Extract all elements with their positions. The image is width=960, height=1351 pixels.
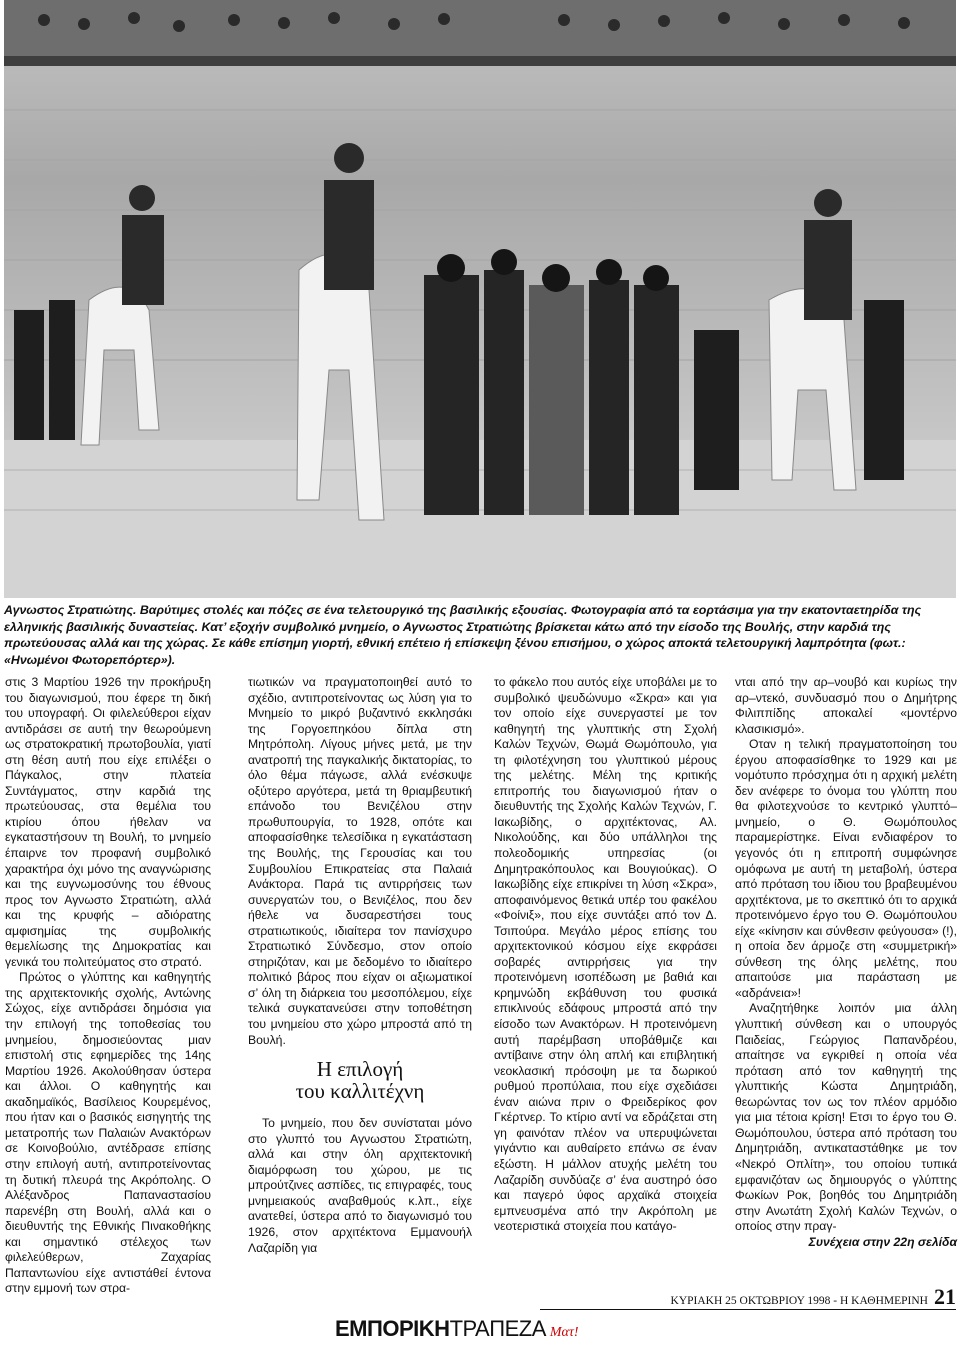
subheading-line-2: του καλλιτέχνη <box>295 1079 425 1104</box>
dateline: ΚΥΡΙΑΚΗ 25 ΟΚΤΩΒΡΙΟΥ 1998 - Η ΚΑΘΗΜΕΡΙΝΗ <box>670 1295 928 1307</box>
article-column-4 <box>735 675 957 1250</box>
photo-caption <box>4 602 956 668</box>
photo-illustration <box>4 0 956 598</box>
paragraph: στις 3 Μαρτίου 1926 την προκήρυξη του διαγωνισμού, που έφερε τη δική του υπογραφή. Οι φιλελεύθεροι είχαν αντιδράσει σε αυτή την θεωρούμενη ως στρατοκρατική πρωτοβουλία, γιατί στη θέση αυτή που είχε επιλέξει ο Πάγκαλος, στην πλατεία Συντάγματος, στην καρδιά της πρωτεύουσας, στα θεμέλια του κτιρίου όπου ήθελαν να εγκαταστήσουν τη Βουλή, το μνημείο έπαιρνε τον προφανή συμβολικό χαρακτήρα όχι μόνο της αναγνώρισης και της ευγνωμοσύνης του έθνους προς τον Αγνωστο Στρατιώτη, αλλά και της κρυφής – αδιόρατης αμφισημίας της συμβολικής θεμελίωσης της Δημοκρατίας και γενικά του πολιτεύματος στο στρατό. <box>5 675 211 969</box>
continued-notice: Συνέχεια στην 22η σελίδα <box>808 1234 957 1249</box>
paragraph: νται από την αρ–νουβό και κυρίως την αρ–ντεκό, συνδυασμό που ο Δημήτρης Φιλιππίδης αποκαλεί «μοντέρνο κλασικισμό». <box>735 675 957 736</box>
article-column-3 <box>494 675 717 1235</box>
paragraph: τιωτικών να πραγματοποιηθεί αυτό το σχέδιο, αντιπροτείνοντας ως λύση για το Μνημείο το μικρό βυζαντινό εκκλησάκι της Γοργοεπηκόου δίπλα στη Μητρόπολη. Λίγους μήνες μετά, με την ανατροπή της παγκαλικής δικτατορίας, το όλο θέμα πάγωσε, αλλά ενέσκυψε οξύτερο αργότερα, μετά τη θριαμβευτική επάνοδο του Βενιζέλου στην πρωθυπουργία, το 1928, οπότε και αποφασίσθηκε τελεσίδικα η εγκατάσταση της Βουλής, της Γερουσίας και του Συμβουλίου Επικρατείας στα Παλαιά Ανάκτορα. Παρά τις αντιρρήσεις των συνεργατών του, ο Βενιζέλος, που δεν ήθελε να δυσαρεστήσει τους στρατιωτικούς, ιδιαίτερα τον πανίσχυρο Στρατιωτικό Σύνδεσμο, στον οποίο στηριζόταν, και με δεδομένο το ιδιαίτερο πολιτικό βάρος που είχαν οι αξιωματικοί σ’ όλη τη διάρκεια του μεσοπόλεμου, είχε τελικά συγκατανεύσει στην τοποθέτηση του μνημείου στο χώρο μπροστά από τη Βουλή. <box>248 675 472 1047</box>
paragraph: Οταν η τελική πραγματοποίηση του έργου αποφασίσθηκε το 1929 και με νομότυπο πρόσχημα ότι η αρχική μελέτη δεν ανέφερε το όνομα του γλύπτη που θα φιλοτεχνούσε το κεντρικό γλυπτό–μνημείο, ο Θ. Θωμόπουλος παραμερίστηκε. Είναι ενδιαφέρον το γεγονός ότι η επιτροπή συμφώνησε ομόφωνα με αυτή τη μεταβολή, ύστερα από πρόταση του ίδιου του βραβευμένου αρχιτέκτονα, με το σκεπτικό ότι το αρχικά προτεινόμενο έργο του Θ. Θωμόπουλου είχε «κίνησιν και σύνθεσιν φεύγουσα» (!), η οποία δεν άρμοζε στη «συμμετρική» σύνθεση της όλης μελέτης, που απαιτούσε μια παράσταση με «αδράνεια»! <box>735 737 957 1000</box>
ceremony-photograph <box>4 0 956 598</box>
sponsor-logo-part3: Ματ! <box>549 1325 579 1340</box>
paragraph: Πρώτος ο γλύπτης και καθηγητής της αρχιτεκτονικής σχολής, Αντώνης Σώχος, είχε αντιδράσει δημόσια για την επιλογή της τοποθεσίας του μνημείου, δημοσιεύοντας μιαν επιστολή στις εφημερίδες της 14ης Μαρτίου 1926. Ακολούθησαν ύστερα και άλλοι. Ο καθηγητής και ακαδημαϊκός, Βασίλειος Κουρεμένος, που ήταν και ο βασικός εισηγητής της μετατροπής των Παλαιών Ανακτόρων σε Κοινοβούλιο, αντέδρασε επίσης στην επιλογή αυτή, αντιπροτείνοντας τη δυτική πλευρά της Ακρόπολης. Ο Αλέξανδρος Παπαναστασίου παρενέβη στη Βουλή, αλλά και ο διευθυντής της Εθνικής Πινακοθήκης και σημαντικό στέλεχος των φιλελεύθερων, Ζαχαρίας Παπαντωνίου είχε αντιστάθεί έντονα στην εμμονή των στρα- <box>5 970 211 1296</box>
paragraph: Το μνημείο, που δεν συνίσταται μόνο στο γλυπτό του Αγνωστου Στρατιώτη, αλλά και στην όλη αρχιτεκτονική διαμόρφωση του χώρου, με τις μπρούτζινες ασπίδες, τις επιγραφές, τους μνημειακούς αναβαθμούς κ.λπ., είχε ανατεθεί, ύστερα από το διαγωνισμό του 1926, στον αρχιτέκτονα Εμμανουήλ Λαζαρίδη για <box>248 1116 472 1255</box>
caption-text: Αγνωστος Στρατιώτης. Βαρύτιμες στολές και πόζες σε ένα τελετουργικό της βασιλικής εξουσίας. Φωτογραφία από τα εορτάσιμα για την εκατονταετηρίδα της ελληνικής βασιλικής δυναστείας. Κατ’ εξοχήν συμβολικό μνημείο, ο Αγνωστος Στρατιώτης βρίσκεται κάτω από την είσοδο της Βουλής, στην καρδιά της πρωτεύουσας αλλά και της χώρας. Σε κάθε επίσημη γιορτή, εθνική επέτειο ή επίσκεψη ξένου επισήμου, ο χώρος αποκτά τελετουργική λαμπρότητα (φωτ.: «Ηνωμένοι Φωτορεπόρτερ»). <box>4 603 922 667</box>
article-column-2 <box>248 675 472 1256</box>
subheading <box>248 1058 472 1102</box>
page-folio <box>671 1284 956 1310</box>
paragraph: το φάκελο που αυτός είχε υποβάλει με το συμβολικό ψευδώνυμο «Σκρα» και για τον οποίο είχε συνεργαστεί με τον καθηγητή της γλυπτικής στη Σχολή Καλών Τεχνών, Θωμά Θωμόπουλο, για τη φιλοτέχνηση του γλυπτικού μέρους της μελέτης. Μέλη της κριτικής επιτροπής του διαγωνισμού ήταν ο διευθυντής της Σχολής Καλών Τεχνών, Γ. Ιακωβίδης, ο αρχιτέκτονας, Αλ. Νικολούδης, και δύο υπάλληλοι της πολεοδομικής υπηρεσίας (οι Δημητρακόπουλος και Βουγιούκας). Ο Ιακωβίδης είχε επικρίνει τη λύση «Σκρα», αποφαινόμενος θετικά υπέρ του φακέλου «Φοίνιξ», που είχε συντάξει από τον Δ. Τσιπούρα. Μεγάλο μέρος επίσης του αρχιτεκτονικού κόσμου είχε εκφράσει σοβαρές αντιρρήσεις για την προτεινόμενη ισοπέδωση με βαθιά και κρημνώδη εκβάθυνση του φυσικά επικλινούς εδάφους μπροστά από την είσοδο των Ανακτόρων. Η προτεινόμενη αυτή παρέμβαση υποβάθμιζε και αντίβαινε στην όλη απλή και επιβλητική νεοκλασική πρόσοψη με τα δωρικού ρυθμού προπύλαια, που είχε σχεδιάσει έναν αιώνα πριν ο Φρειδερίκος φον Γκέρτνερ. Το κτίριο αντί να εδράζεται στη γη φαινόταν πλέον να υπερυψώνεται γιγάντιο και αυθαίρετο επάνω σε έναν εξώστη. Η μάλλον ατυχής μελέτη του Λαζαρίδη συνδύαζε σ’ ένα αυστηρό όσο και παγερό ύφος αρχαϊκά στοιχεία εμπνευσμένα από την Ακρόπολη με νεοτεριστικά στοιχεία που κατάγο- <box>494 675 717 1234</box>
page-number: 21 <box>934 1284 956 1309</box>
paragraph: Αναζητήθηκε λοιπόν μια άλλη γλυπτική σύνθεση και ο υπουργός Παιδείας, Γεώργιος Παπανδρέου, απαίτησε να εγκριθεί η οποία νέα πρόταση από τον καθηγητή της γλυπτικής Κώστα Δημητριάδη, θεωρώντας τον ως τον πλέον αρμόδιο για μια τέτοια κρίση! Ετσι το έργο του Θ. Θωμόπουλου, ύστερα από πρόταση του Δημητριάδη, αντικαταστάθηκε με τον «Νεκρό Οπλίτη», του οποίου τυπικά εμφανιζόταν ως δημιουργός ο γλύπτης Φωκίων Ροκ, βοηθός του Δημητριάδη στην Ανωτάτη Σχολή Καλών Τεχνών, ο οποίος στην πραγ- <box>735 1001 957 1234</box>
sponsor-logo <box>335 1316 605 1348</box>
article-column-1 <box>5 675 211 1297</box>
footer-rule <box>540 1309 956 1310</box>
sponsor-logo-part1: ΕΜΠΟΡΙΚΗ <box>335 1316 450 1341</box>
sponsor-logo-part2: ΤΡΑΠΕΖΑ <box>449 1316 546 1341</box>
subheading-line-1: Η επιλογή <box>316 1057 404 1082</box>
